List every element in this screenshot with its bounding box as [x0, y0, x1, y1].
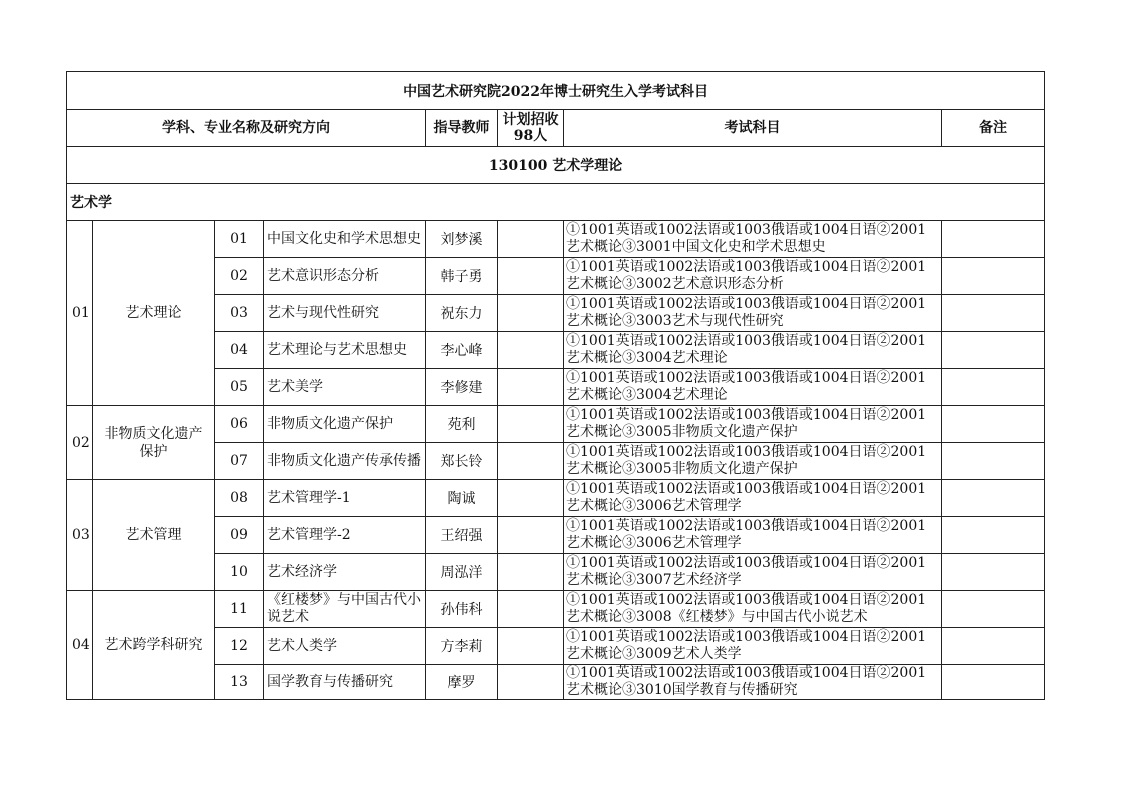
direction-name: 非物质文化遗产保护 [264, 406, 426, 443]
advisor-name: 郑长铃 [426, 443, 498, 480]
exam-subjects: ①1001英语或1002法语或1003俄语或1004日语②2001艺术概论③3007艺术经济学 [564, 554, 942, 591]
direction-name: 艺术与现代性研究 [264, 295, 426, 332]
exam-subjects: ①1001英语或1002法语或1003俄语或1004日语②2001艺术概论③3009艺术人类学 [564, 628, 942, 665]
header-quota-line2: 98人 [513, 128, 548, 144]
advisor-name: 刘梦溪 [426, 221, 498, 258]
quota-cell [498, 221, 564, 258]
direction-name: 艺术人类学 [264, 628, 426, 665]
direction-number: 07 [215, 443, 264, 480]
field-code: 02 [67, 406, 93, 480]
quota-cell [498, 443, 564, 480]
direction-name: 非物质文化遗产传承传播 [264, 443, 426, 480]
quota-cell [498, 628, 564, 665]
remarks-cell [942, 591, 1045, 628]
remarks-cell [942, 665, 1045, 700]
remarks-cell [942, 480, 1045, 517]
remarks-cell [942, 369, 1045, 406]
section-heading: 130100 艺术学理论 [67, 147, 1045, 184]
advisor-name: 孙伟科 [426, 591, 498, 628]
discipline-heading: 艺术学 [67, 184, 1045, 221]
exam-subjects: ①1001英语或1002法语或1003俄语或1004日语②2001艺术概论③3006艺术管理学 [564, 517, 942, 554]
quota-cell [498, 332, 564, 369]
advisor-name: 王绍强 [426, 517, 498, 554]
header-quota-line1: 计划招收 [502, 112, 559, 128]
remarks-cell [942, 406, 1045, 443]
quota-cell [498, 258, 564, 295]
quota-cell [498, 517, 564, 554]
quota-cell [498, 406, 564, 443]
remarks-cell [942, 258, 1045, 295]
direction-name: 艺术理论与艺术思想史 [264, 332, 426, 369]
header-row [67, 110, 1045, 147]
direction-number: 06 [215, 406, 264, 443]
header-quota [498, 110, 564, 147]
direction-number: 12 [215, 628, 264, 665]
direction-name: 艺术意识形态分析 [264, 258, 426, 295]
table-row [67, 221, 1045, 258]
advisor-name: 苑利 [426, 406, 498, 443]
field-name: 艺术管理 [93, 480, 215, 591]
section-row [67, 147, 1045, 184]
page-title: 中国艺术研究院2022年博士研究生入学考试科目 [67, 72, 1045, 110]
exam-subjects: ①1001英语或1002法语或1003俄语或1004日语②2001艺术概论③3006艺术管理学 [564, 480, 942, 517]
direction-name: 艺术经济学 [264, 554, 426, 591]
direction-number: 10 [215, 554, 264, 591]
remarks-cell [942, 628, 1045, 665]
exam-subjects: ①1001英语或1002法语或1003俄语或1004日语②2001艺术概论③3008《红楼梦》与中国古代小说艺术 [564, 591, 942, 628]
quota-cell [498, 295, 564, 332]
quota-cell [498, 480, 564, 517]
exam-subjects: ①1001英语或1002法语或1003俄语或1004日语②2001艺术概论③3001中国文化史和学术思想史 [564, 221, 942, 258]
exam-subjects: ①1001英语或1002法语或1003俄语或1004日语②2001艺术概论③3004艺术理论 [564, 332, 942, 369]
direction-number: 05 [215, 369, 264, 406]
remarks-cell [942, 221, 1045, 258]
remarks-cell [942, 517, 1045, 554]
remarks-cell [942, 295, 1045, 332]
exam-subjects: ①1001英语或1002法语或1003俄语或1004日语②2001艺术概论③3005非物质文化遗产保护 [564, 443, 942, 480]
exam-subjects: ①1001英语或1002法语或1003俄语或1004日语②2001艺术概论③3005非物质文化遗产保护 [564, 406, 942, 443]
table-row [67, 406, 1045, 443]
remarks-cell [942, 332, 1045, 369]
direction-name: 艺术美学 [264, 369, 426, 406]
table-row [67, 480, 1045, 517]
field-name: 艺术跨学科研究 [93, 591, 215, 700]
field-code: 03 [67, 480, 93, 591]
direction-name: 中国文化史和学术思想史 [264, 221, 426, 258]
quota-cell [498, 591, 564, 628]
quota-cell [498, 665, 564, 700]
header-remarks: 备注 [942, 110, 1045, 147]
direction-number: 02 [215, 258, 264, 295]
table-row [67, 591, 1045, 628]
direction-number: 03 [215, 295, 264, 332]
exam-subjects: ①1001英语或1002法语或1003俄语或1004日语②2001艺术概论③3002艺术意识形态分析 [564, 258, 942, 295]
remarks-cell [942, 554, 1045, 591]
advisor-name: 周泓洋 [426, 554, 498, 591]
header-discipline: 学科、专业名称及研究方向 [67, 110, 426, 147]
quota-cell [498, 554, 564, 591]
admissions-table [66, 71, 1045, 700]
exam-subjects: ①1001英语或1002法语或1003俄语或1004日语②2001艺术概论③3010国学教育与传播研究 [564, 665, 942, 700]
field-code: 04 [67, 591, 93, 700]
advisor-name: 韩子勇 [426, 258, 498, 295]
quota-cell [498, 369, 564, 406]
exam-subjects: ①1001英语或1002法语或1003俄语或1004日语②2001艺术概论③3004艺术理论 [564, 369, 942, 406]
direction-name: 艺术管理学-1 [264, 480, 426, 517]
direction-number: 13 [215, 665, 264, 700]
header-exam: 考试科目 [564, 110, 942, 147]
advisor-name: 祝东力 [426, 295, 498, 332]
exam-subjects: ①1001英语或1002法语或1003俄语或1004日语②2001艺术概论③3003艺术与现代性研究 [564, 295, 942, 332]
direction-name: 国学教育与传播研究 [264, 665, 426, 700]
advisor-name: 方李莉 [426, 628, 498, 665]
direction-number: 09 [215, 517, 264, 554]
advisor-name: 摩罗 [426, 665, 498, 700]
direction-number: 04 [215, 332, 264, 369]
field-code: 01 [67, 221, 93, 406]
advisor-name: 李心峰 [426, 332, 498, 369]
field-name: 艺术理论 [93, 221, 215, 406]
title-row [67, 72, 1045, 110]
field-name: 非物质文化遗产保护 [93, 406, 215, 480]
discipline-row [67, 184, 1045, 221]
advisor-name: 陶诚 [426, 480, 498, 517]
direction-number: 08 [215, 480, 264, 517]
remarks-cell [942, 443, 1045, 480]
direction-name: 艺术管理学-2 [264, 517, 426, 554]
direction-name: 《红楼梦》与中国古代小说艺术 [264, 591, 426, 628]
direction-number: 11 [215, 591, 264, 628]
advisor-name: 李修建 [426, 369, 498, 406]
direction-number: 01 [215, 221, 264, 258]
header-advisor: 指导教师 [426, 110, 498, 147]
